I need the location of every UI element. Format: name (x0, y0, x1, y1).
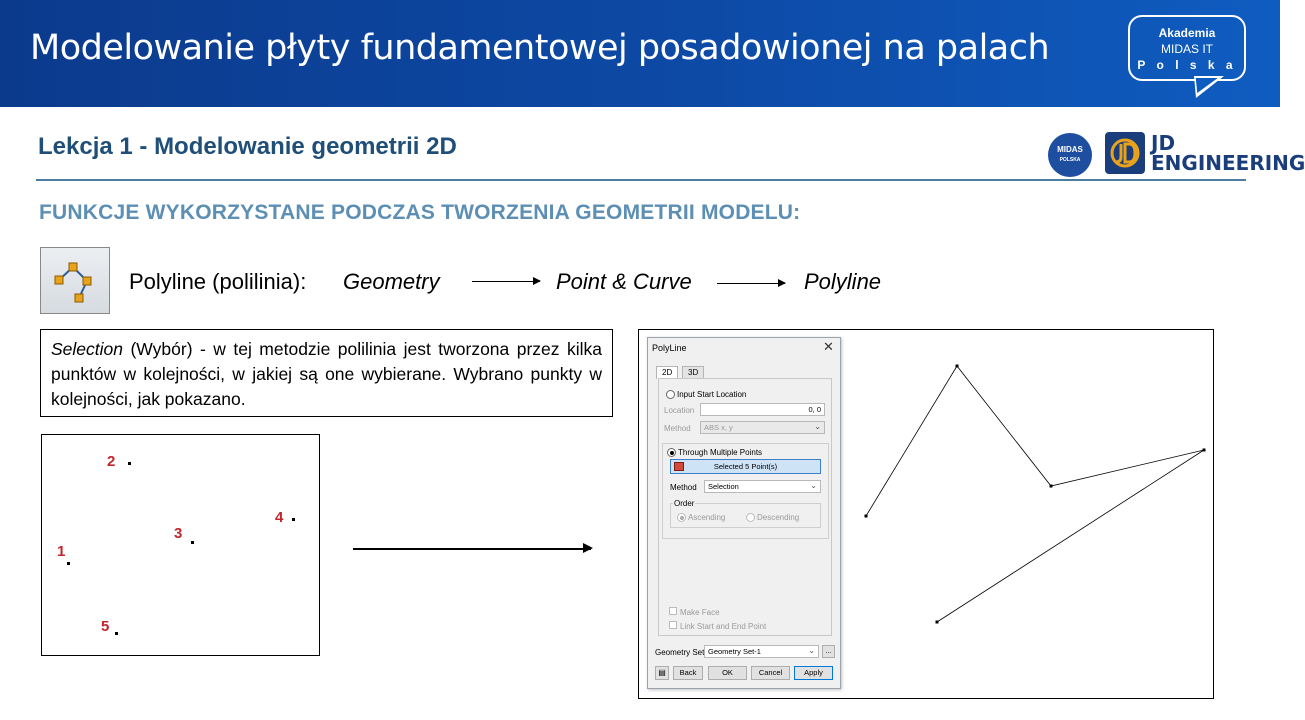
selected-points-label: Selected 5 Point(s) (713, 462, 778, 471)
jd-text-line-1: JD (1151, 131, 1176, 155)
descending-radio[interactable] (746, 513, 755, 522)
polyline-dialog (647, 337, 841, 689)
method-select-disabled-value: ABS x, y (704, 423, 733, 432)
selection-text: (Wybór) - w tej metodzie polilinia jest tworzona przez kilka punktów w kolejności, w jakiej są one wybierane. Wybrano punkty w kolejności, jak pokazano. (51, 339, 602, 409)
midas-logo-text: MIDAS (1057, 145, 1083, 154)
link-start-end-label: Link Start and End Point (680, 622, 767, 631)
arrow-right-icon (472, 281, 540, 282)
bubble-line-3: P o l s k a (1137, 58, 1237, 72)
method-select-value: Selection (708, 482, 739, 491)
cancel-button[interactable]: Cancel (751, 666, 790, 680)
polyline-tool-icon (40, 247, 110, 314)
geometry-set-value: Geometry Set-1 (708, 647, 761, 656)
tab-2d[interactable]: 2D (656, 366, 678, 379)
order-label: Order (674, 499, 695, 508)
geometry-set-label: Geometry Set (655, 648, 705, 657)
arrow-right-icon (353, 548, 591, 550)
point-label-1: 1 (57, 543, 66, 560)
bubble-line-1: Akademia (1158, 26, 1216, 40)
apply-button[interactable]: Apply (794, 666, 833, 680)
jd-engineering-logo-text (1151, 133, 1305, 173)
points-diagram (41, 434, 320, 656)
section-subtitle: FUNKCJE WYKORZYSTANE PODCZAS TWORZENIA GEOMETRII MODELU: (39, 201, 801, 224)
selection-term: Selection (51, 339, 123, 359)
jd-text-line-2: ENGINEERING (1151, 151, 1305, 175)
method-select[interactable] (704, 480, 821, 493)
method-label-disabled: Method (664, 424, 691, 433)
title-divider (36, 179, 1246, 181)
chevron-down-icon: ⌄ (814, 422, 821, 431)
method-label: Method (670, 483, 697, 492)
location-label: Location (664, 406, 695, 415)
point-label-2: 2 (107, 453, 116, 470)
chevron-down-icon: ⌄ (810, 481, 817, 490)
akademia-bubble-logo (1128, 15, 1246, 81)
location-field[interactable]: 0, 0 (700, 403, 825, 416)
selection-description (40, 329, 613, 417)
point-marker (128, 462, 131, 465)
tab-3d[interactable]: 3D (682, 366, 704, 379)
point-label-4: 4 (275, 509, 284, 526)
bubble-line-2: MIDAS IT (1160, 42, 1213, 56)
ascending-label: Ascending (688, 513, 726, 522)
through-multiple-points-radio[interactable] (667, 448, 676, 457)
lesson-title: Lekcja 1 - Modelowanie geometrii 2D (38, 133, 457, 160)
chevron-down-icon: ⌄ (808, 646, 815, 655)
point-marker (67, 562, 70, 565)
menu-path-polyline: Polyline (804, 269, 882, 294)
jd-engineering-icon (1105, 132, 1145, 174)
through-multiple-points-label: Through Multiple Points (678, 448, 763, 457)
polyline-label: Polyline (polilinia): (129, 269, 307, 294)
make-face-checkbox[interactable] (669, 607, 677, 615)
make-face-label: Make Face (680, 608, 720, 617)
dialog-icon-button[interactable] (655, 666, 669, 680)
dialog-title: PolyLine (652, 343, 687, 353)
point-marker (292, 518, 295, 521)
link-start-end-checkbox[interactable] (669, 621, 677, 629)
menu-path-point-curve: Point & Curve (556, 269, 692, 294)
presentation-title: Modelowanie płyty fundamentowej posadowionej na palach (30, 28, 1050, 68)
tab-2d-panel (658, 378, 832, 636)
header-banner (0, 0, 1280, 107)
close-icon[interactable]: ✕ (823, 339, 834, 354)
input-start-location-radio[interactable] (666, 390, 675, 399)
point-marker (191, 541, 194, 544)
method-select-disabled[interactable] (700, 421, 825, 434)
input-start-location-label: Input Start Location (677, 390, 747, 399)
midas-logo-subtext: POLSKA (1059, 157, 1081, 163)
geometry-set-select[interactable] (704, 645, 819, 658)
point-label-3: 3 (174, 525, 183, 542)
menu-path-geometry: Geometry (343, 269, 440, 294)
back-button[interactable]: Back (673, 666, 703, 680)
ascending-radio[interactable] (677, 513, 686, 522)
select-points-icon (674, 462, 684, 471)
arrow-right-icon (717, 283, 785, 284)
ok-button[interactable]: OK (708, 666, 747, 680)
selected-points-button[interactable] (670, 459, 821, 474)
midas-logo (1048, 133, 1092, 177)
layers-icon: ▤ (658, 668, 666, 677)
point-label-5: 5 (101, 618, 110, 635)
point-marker (115, 632, 118, 635)
descending-label: Descending (757, 513, 800, 522)
geometry-set-more-button[interactable]: ... (822, 645, 835, 658)
